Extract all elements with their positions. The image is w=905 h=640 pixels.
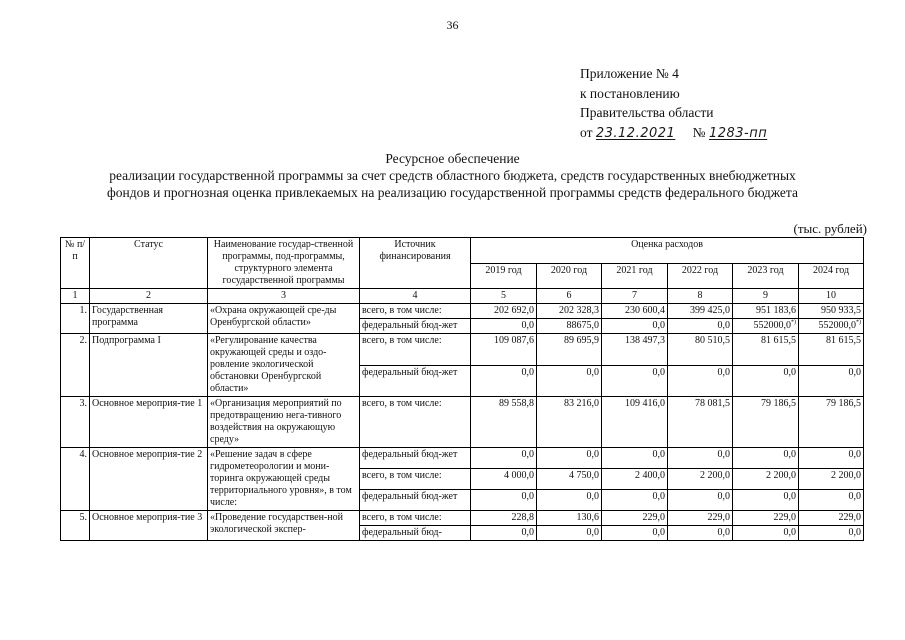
appendix-block [580, 64, 767, 143]
expense-amount: 0,0 [652, 491, 665, 502]
expense-value [799, 526, 864, 541]
expense-amount: 0,0 [652, 449, 665, 460]
expense-value [602, 365, 668, 397]
units-label: (тыс. рублей) [793, 221, 867, 236]
row-number: 2. [61, 334, 90, 397]
expense-value [733, 397, 799, 448]
expense-amount: 229,0 [773, 512, 796, 523]
expense-value [668, 319, 733, 334]
funding-source: всего, в том числе: [360, 469, 471, 490]
expense-value [733, 319, 799, 334]
column-number-row [61, 289, 864, 304]
expense-amount: 88675,0 [566, 320, 599, 331]
expense-amount: 0,0 [521, 366, 534, 378]
appendix-government: Правительства области [580, 105, 714, 120]
expense-value [733, 490, 799, 511]
expense-amount: 2 200,0 [766, 470, 796, 481]
expense-value [537, 365, 602, 397]
expense-amount: 79 186,5 [761, 398, 796, 409]
document-subtitle-line-1: реализации государственной программы за счет средств областного бюджета, средств государственных внебюджетных [109, 168, 796, 183]
expense-amount: 0,0 [652, 320, 665, 331]
row-number: 5. [61, 511, 90, 541]
expense-amount: 0,0 [652, 527, 665, 538]
header-year: 2019 год [471, 263, 537, 289]
header-year: 2020 год [537, 263, 602, 289]
table-row [61, 448, 864, 469]
expense-amount: 0,0 [717, 449, 730, 460]
expense-amount: 0,0 [783, 449, 796, 460]
header-num: № п/п [61, 238, 90, 289]
expense-amount: 109 087,6 [494, 335, 534, 346]
expense-amount: 229,0 [707, 512, 730, 523]
expense-value [471, 397, 537, 448]
expense-amount: 89 558,8 [499, 398, 534, 409]
handwritten-date: 23.12.2021 [595, 125, 676, 141]
expense-value [537, 319, 602, 334]
expense-amount: 951 183,6 [756, 305, 796, 316]
expense-amount: 0,0 [521, 320, 534, 331]
header-year: 2022 год [668, 263, 733, 289]
expense-value [602, 511, 668, 526]
expense-amount: 202 692,0 [494, 305, 534, 316]
expense-value [602, 397, 668, 448]
expense-amount: 950 933,5 [821, 305, 862, 316]
expense-amount: 229,0 [642, 512, 665, 523]
expense-amount: 138 497,3 [625, 335, 665, 346]
expense-value [602, 526, 668, 541]
document-subtitle-line-2: фондов и прогнозная оценка привлекаемых на реализацию государственной программы средств федерального бюджета [107, 185, 798, 200]
expense-value [537, 334, 602, 366]
expense-value [471, 304, 537, 319]
expense-amount: 552000,0 [818, 320, 857, 331]
funding-source: федеральный бюд-жет [360, 490, 471, 511]
footnote-mark: *) [856, 319, 862, 326]
expense-value [799, 397, 864, 448]
expense-amount: 0,0 [521, 449, 534, 460]
expense-value [537, 511, 602, 526]
expense-value [602, 490, 668, 511]
row-status: Основное мероприя-тие 1 [90, 397, 208, 448]
expense-amount: 89 695,9 [564, 335, 599, 346]
expense-value [471, 511, 537, 526]
column-number: 7 [602, 289, 668, 304]
footnote-mark: *) [791, 319, 796, 326]
expense-value [668, 448, 733, 469]
expense-amount: 130,6 [576, 512, 599, 523]
expense-value [668, 526, 733, 541]
expense-amount: 0,0 [586, 491, 599, 502]
row-name: «Регулирование качества окружающей среды и оздо-ровление экологической обстановки Оренбургской области» [208, 334, 360, 397]
expense-value [537, 490, 602, 511]
expense-value [799, 490, 864, 511]
expense-value [799, 448, 864, 469]
appendix-date-line [580, 123, 767, 144]
expense-value [537, 526, 602, 541]
row-name: «Охрана окружающей сре-ды Оренбургской области» [208, 304, 360, 334]
column-number: 2 [90, 289, 208, 304]
header-source: Источник финансирования [360, 238, 471, 289]
row-name: «Решение задач в сфере гидрометеорологии и мони-торинга окружающей среды территориального уровня», в том числе: [208, 448, 360, 511]
expense-amount: 0,0 [783, 491, 796, 502]
expense-value [733, 304, 799, 319]
appendix-resolution: к постановлению [580, 85, 680, 101]
expense-amount: 0,0 [848, 527, 862, 538]
row-number: 3. [61, 397, 90, 448]
expense-value [602, 304, 668, 319]
header-estimate: Оценка расходов [471, 238, 864, 264]
column-number: 9 [733, 289, 799, 304]
expense-value [668, 365, 733, 397]
expense-value [668, 469, 733, 490]
expense-value [668, 511, 733, 526]
expense-value [733, 365, 799, 397]
row-number: 1. [61, 304, 90, 334]
expense-amount: 229,0 [838, 512, 862, 523]
expense-value [537, 304, 602, 319]
expense-amount: 552000,0 [753, 320, 791, 331]
expense-amount: 0,0 [848, 449, 862, 460]
row-name: «Проведение государствен-ной экологической экспер- [208, 511, 360, 541]
header-year: 2024 год [799, 263, 864, 289]
expense-amount: 83 216,0 [564, 398, 599, 409]
expense-amount: 109 416,0 [625, 398, 665, 409]
row-number: 4. [61, 448, 90, 511]
expense-value [733, 448, 799, 469]
expense-value [668, 334, 733, 366]
expense-value [602, 448, 668, 469]
funding-source: федеральный бюд-жет [360, 365, 471, 397]
column-number: 6 [537, 289, 602, 304]
expense-value [471, 319, 537, 334]
header-status: Статус [90, 238, 208, 289]
expense-amount: 0,0 [783, 366, 796, 378]
expense-amount: 4 750,0 [569, 470, 599, 481]
column-number: 3 [208, 289, 360, 304]
column-number: 1 [61, 289, 90, 304]
funding-source: федеральный бюд-жет [360, 448, 471, 469]
funding-source: всего, в том числе: [360, 304, 471, 319]
document-title: Ресурсное обеспечение [385, 151, 520, 166]
number-prefix: № [692, 124, 706, 140]
expense-value [668, 304, 733, 319]
expense-value [602, 334, 668, 366]
expense-value [799, 469, 864, 490]
date-prefix: от [580, 124, 593, 140]
expense-value [471, 334, 537, 366]
expense-value [799, 365, 864, 397]
expense-amount: 230 600,4 [625, 305, 665, 316]
expense-amount: 0,0 [717, 320, 730, 331]
funding-source: всего, в том числе: [360, 511, 471, 526]
expense-value [537, 397, 602, 448]
expense-value [668, 490, 733, 511]
expense-value [537, 469, 602, 490]
expense-value [471, 490, 537, 511]
header-row [61, 238, 864, 264]
header-name: Наименование государ-ственной программы, под-программы, структурного элемента государственной программы [208, 238, 360, 289]
column-number: 8 [668, 289, 733, 304]
expense-amount: 0,0 [848, 366, 862, 378]
expense-value [471, 526, 537, 541]
expense-value [602, 319, 668, 334]
expense-amount: 0,0 [652, 366, 665, 378]
expense-value [602, 469, 668, 490]
expense-amount: 80 510,5 [695, 335, 730, 346]
header-year: 2021 год [602, 263, 668, 289]
row-status: Государственная программа [90, 304, 208, 334]
expense-value [537, 448, 602, 469]
expense-value [799, 304, 864, 319]
appendix-title: Приложение № 4 [580, 66, 679, 81]
expense-amount: 0,0 [586, 366, 599, 378]
expense-amount: 2 400,0 [635, 470, 665, 481]
funding-source: всего, в том числе: [360, 334, 471, 366]
expense-amount: 0,0 [521, 491, 534, 502]
expense-amount: 2 200,0 [831, 470, 862, 481]
expense-value [733, 526, 799, 541]
column-number: 5 [471, 289, 537, 304]
expense-amount: 81 615,5 [761, 335, 796, 346]
expense-amount: 81 615,5 [826, 335, 862, 346]
expense-value [733, 334, 799, 366]
expense-value [799, 319, 864, 334]
row-status: Основное мероприя-тие 3 [90, 511, 208, 541]
expense-amount: 0,0 [586, 527, 599, 538]
row-status: Основное мероприя-тие 2 [90, 448, 208, 511]
page-number: 36 [446, 18, 459, 32]
table-row [61, 304, 864, 319]
expense-amount: 399 425,0 [690, 305, 730, 316]
expense-amount: 0,0 [783, 527, 796, 538]
expense-value [799, 334, 864, 366]
table-row [61, 334, 864, 366]
table-row [61, 397, 864, 448]
funding-source: федеральный бюд- [360, 526, 471, 541]
expense-value [799, 511, 864, 526]
row-name: «Организация мероприятий по предотвращению нега-тивного воздействия на окружающую среду» [208, 397, 360, 448]
expense-value [471, 448, 537, 469]
expense-value [471, 365, 537, 397]
expense-amount: 202 328,3 [559, 305, 599, 316]
table-row [61, 511, 864, 526]
expense-amount: 0,0 [717, 491, 730, 502]
expense-value [733, 511, 799, 526]
resource-table [60, 237, 864, 541]
funding-source: федеральный бюд-жет [360, 319, 471, 334]
expense-value [668, 397, 733, 448]
expense-amount: 4 000,0 [504, 470, 534, 481]
expense-value [471, 469, 537, 490]
funding-source: всего, в том числе: [360, 397, 471, 448]
expense-amount: 79 186,5 [826, 398, 862, 409]
expense-value [733, 469, 799, 490]
expense-amount: 0,0 [586, 449, 599, 460]
expense-amount: 0,0 [717, 527, 730, 538]
header-year: 2023 год [733, 263, 799, 289]
expense-amount: 2 200,0 [700, 470, 730, 481]
expense-amount: 0,0 [717, 366, 730, 378]
expense-amount: 228,8 [511, 512, 534, 523]
expense-amount: 0,0 [521, 527, 534, 538]
handwritten-number: 1283-пп [708, 125, 768, 141]
column-number: 10 [799, 289, 864, 304]
expense-amount: 0,0 [848, 491, 862, 502]
column-number: 4 [360, 289, 471, 304]
row-status: Подпрограмма I [90, 334, 208, 397]
expense-amount: 78 081,5 [695, 398, 730, 409]
